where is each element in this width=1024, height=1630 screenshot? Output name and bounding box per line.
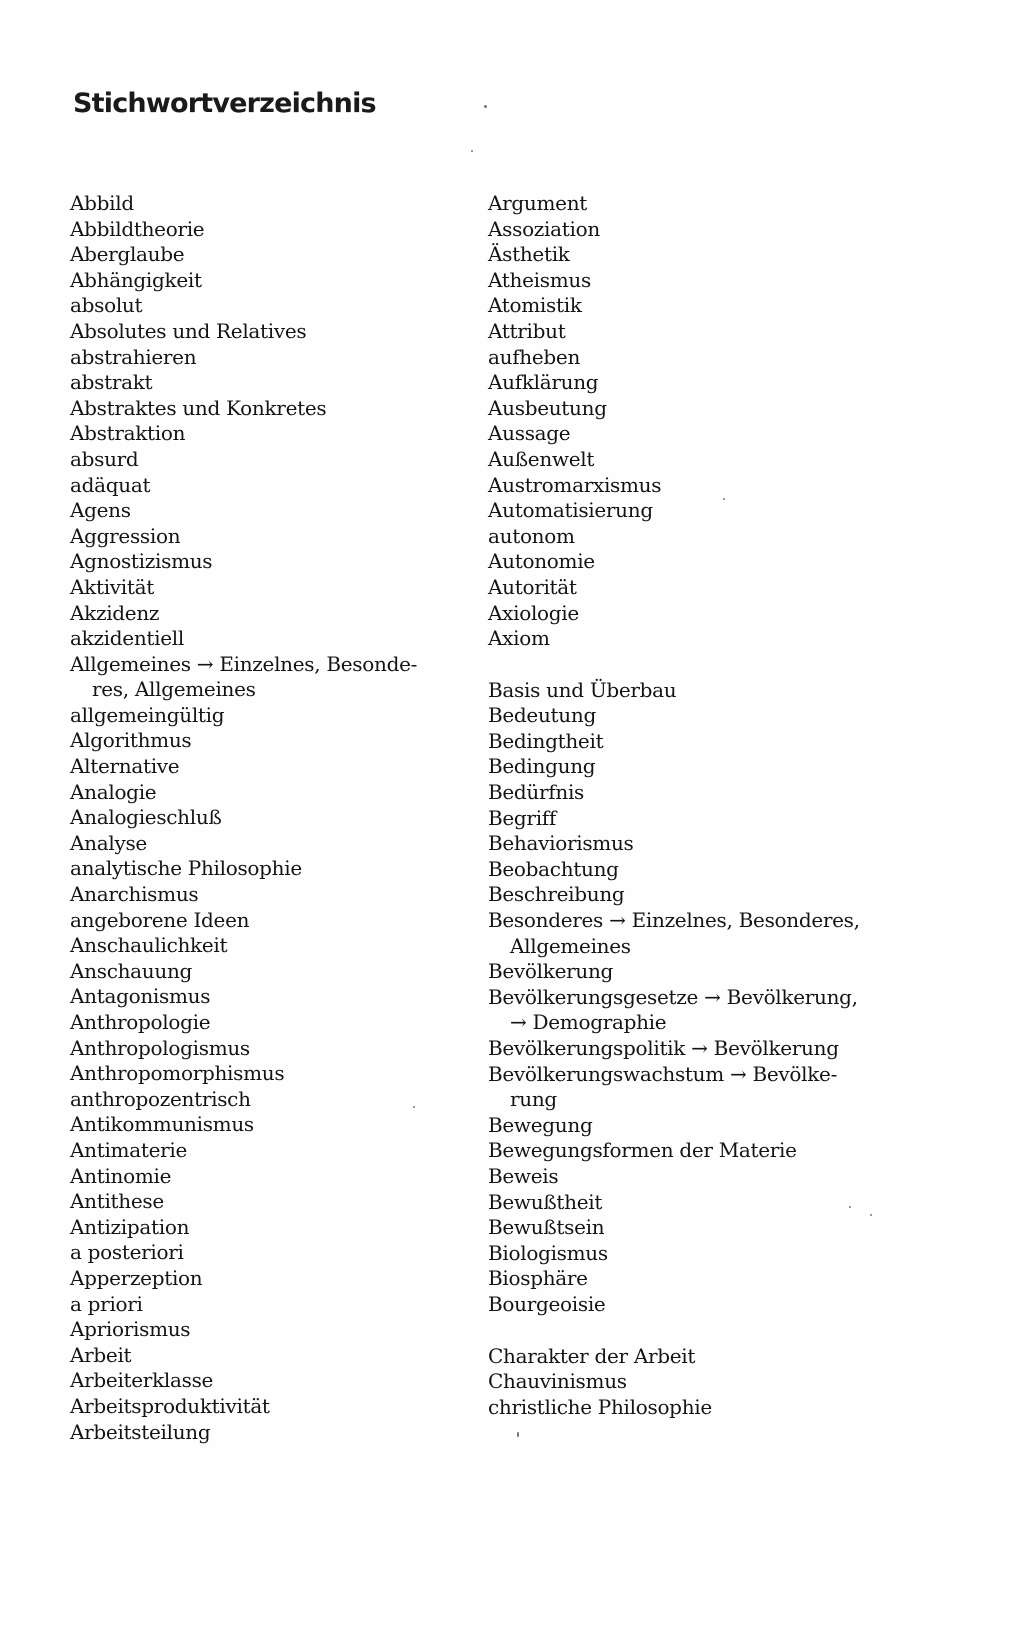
index-entry: analytische Philosophie [70, 856, 302, 881]
index-entry: Antagonismus [70, 984, 211, 1009]
index-entry: Atheismus [488, 267, 591, 292]
index-entry: Antimaterie [70, 1137, 188, 1162]
index-entry: Analogieschluß [70, 805, 222, 830]
scan-speck [723, 498, 725, 500]
index-entry: Behaviorismus [488, 831, 634, 856]
index-entry: abstrahieren [70, 344, 197, 369]
index-entry: Biosphäre [488, 1266, 588, 1291]
index-entry: Autonomie [488, 549, 595, 574]
index-entry: Ausbeutung [488, 395, 607, 420]
index-entry: Autorität [488, 574, 577, 599]
index-entry: Agnostizismus [70, 549, 213, 574]
index-entry: Bedingung [488, 754, 596, 779]
index-entry: Bedürfnis [488, 780, 585, 805]
index-entry: Bourgeoisie [488, 1291, 606, 1316]
index-entry: a priori [70, 1291, 143, 1316]
index-entry: Anthropologie [70, 1010, 211, 1034]
index-entry: adäquat [70, 472, 151, 497]
index-entry: Aufklärung [488, 370, 599, 395]
index-entry: Algorithmus [70, 728, 192, 753]
index-column-right [488, 191, 888, 1420]
index-entry: Assoziation [488, 216, 600, 241]
index-entry: Abbild [70, 191, 134, 215]
index-entry: christliche Philosophie [488, 1394, 712, 1419]
index-entry: absurd [70, 446, 139, 471]
scan-speck [849, 1206, 851, 1208]
index-entry: Analyse [70, 830, 147, 855]
index-entry: Bevölkerungsgesetze → Bevölkerung, [488, 984, 858, 1009]
scan-speck [484, 105, 487, 108]
index-entry: Allgemeines → Einzelnes, Besonde- [70, 651, 418, 676]
index-entry: Ästhetik [488, 242, 570, 267]
index-entry: Absolutes und Relatives [70, 318, 307, 343]
index-entry: Anthropomorphismus [70, 1061, 285, 1086]
index-entry: Bewußtheit [488, 1189, 603, 1214]
continuation-text: rung [510, 1087, 557, 1112]
index-entry: Begriff [488, 805, 556, 830]
continuation-text: res, Allgemeines [92, 677, 256, 702]
index-entry: Anarchismus [70, 882, 199, 907]
index-entry: Basis und Überbau [488, 677, 677, 702]
index-entry: absolut [70, 293, 143, 318]
index-entry: Biologismus [488, 1240, 608, 1265]
index-entry: Arbeit [70, 1342, 132, 1367]
index-entry: Bevölkerung [488, 959, 614, 984]
scan-speck [471, 150, 473, 152]
index-entry: Aggression [70, 523, 181, 548]
index-entry: Besonderes → Einzelnes, Besonderes, [488, 908, 860, 933]
index-entry: a posteriori [70, 1240, 184, 1265]
index-entry: anthropozentrisch [70, 1086, 251, 1111]
index-entry: Bedeutung [488, 703, 596, 728]
index-entry: Automatisierung [488, 498, 653, 523]
index-entry: Antizipation [70, 1214, 190, 1239]
scan-speck [413, 1106, 415, 1108]
index-entry-continuation [488, 934, 888, 960]
index-entry: Axiom [488, 626, 550, 651]
index-entry: Beobachtung [488, 856, 619, 881]
index-entry: Arbeitsteilung [70, 1419, 211, 1444]
index-entry: Anschaulichkeit [70, 933, 228, 958]
index-entry: akzidentiell [70, 626, 184, 651]
index-entry: Argument [488, 191, 588, 215]
index-entry: Antinomie [70, 1163, 172, 1188]
index-column-left [70, 191, 460, 1445]
index-entry: Abstraktes und Konkretes [70, 395, 327, 420]
index-entry: Alternative [70, 754, 180, 779]
index-entry: autonom [488, 523, 575, 548]
index-entry: Atomistik [488, 293, 582, 318]
index-entry: Axiologie [488, 600, 579, 625]
continuation-text: → Demographie [510, 1010, 667, 1035]
index-entry: Arbeiterklasse [70, 1368, 214, 1393]
index-entry: Anschauung [70, 958, 193, 983]
index-entry: Arbeitsproduktivität [70, 1393, 270, 1418]
index-entry: Abstraktion [70, 421, 186, 446]
index-entry: Apperzeption [70, 1265, 203, 1290]
index-entry: angeborene Ideen [70, 907, 250, 932]
index-entry: Akzidenz [70, 600, 160, 625]
index-entry: Bewußtsein [488, 1215, 605, 1240]
index-entry: Anthropologismus [70, 1035, 250, 1060]
index-entry: Antikommunismus [70, 1112, 254, 1137]
index-entry: Abbildtheorie [70, 216, 205, 241]
index-entry: Aktivität [70, 574, 154, 599]
index-entry: Charakter der Arbeit [488, 1343, 696, 1368]
index-entry: Attribut [488, 318, 566, 343]
index-entry: Austromarxismus [488, 472, 662, 497]
index-entry: Abhängigkeit [70, 267, 202, 292]
index-entry: Antithese [70, 1189, 164, 1214]
index-entry: Analogie [70, 779, 157, 804]
continuation-text: Allgemeines [510, 933, 631, 958]
index-entry: aufheben [488, 344, 581, 369]
index-entry: Aberglaube [70, 242, 185, 267]
index-entry: Bevölkerungswachstum → Bevölke- [488, 1061, 838, 1086]
scan-speck [870, 1214, 872, 1216]
scan-speck [517, 1432, 519, 1437]
page-title: Stichwortverzeichnis [73, 88, 376, 119]
index-entry-continuation [488, 1087, 888, 1113]
index-entry: Apriorismus [70, 1317, 191, 1342]
index-entry: Außenwelt [488, 446, 595, 471]
index-entry-continuation [488, 1010, 888, 1036]
index-entry: Bedingtheit [488, 728, 604, 753]
index-entry: Beschreibung [488, 882, 625, 907]
index-entry: Beweis [488, 1163, 559, 1188]
index-entry: Bevölkerungspolitik → Bevölkerung [488, 1036, 839, 1060]
index-entry: Bewegungsformen der Materie [488, 1138, 797, 1163]
index-entry: Agens [70, 498, 131, 523]
index-entry: Aussage [488, 421, 571, 446]
index-entry: allgemeingültig [70, 702, 225, 727]
index-entry: Bewegung [488, 1112, 593, 1137]
index-entry: abstrakt [70, 370, 153, 395]
index-entry: Chauvinismus [488, 1369, 627, 1394]
index-entry-continuation [70, 677, 460, 703]
